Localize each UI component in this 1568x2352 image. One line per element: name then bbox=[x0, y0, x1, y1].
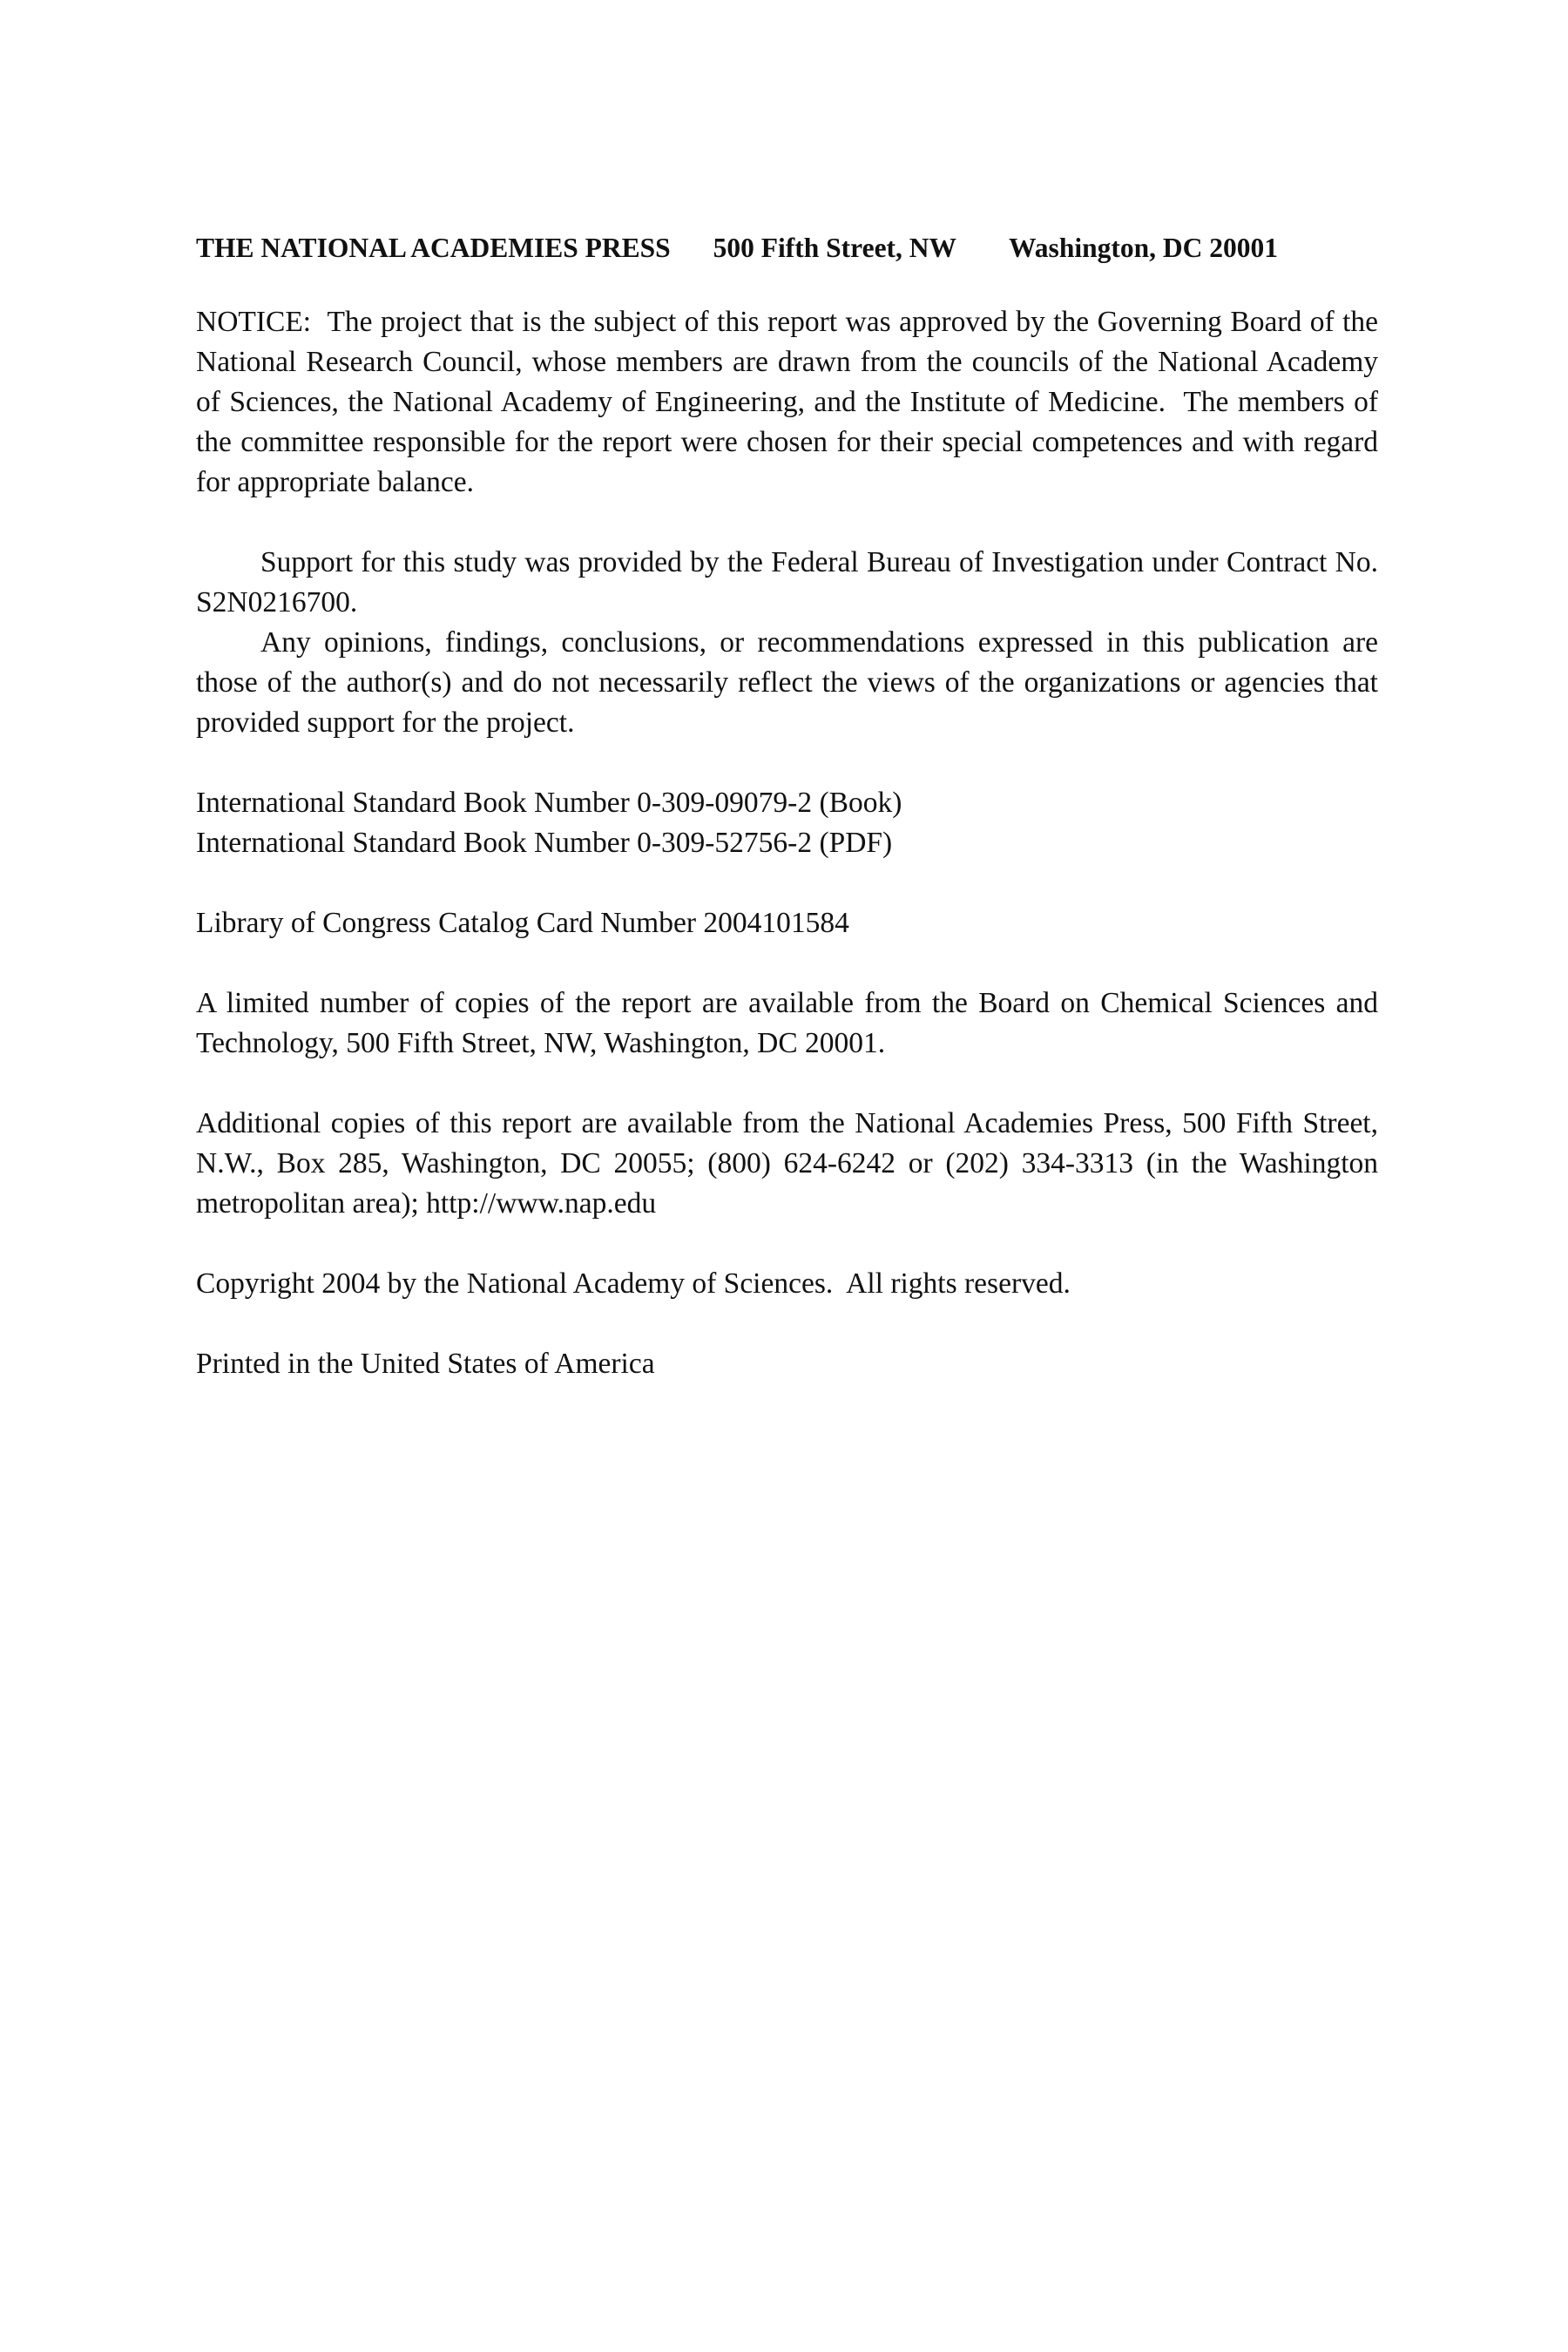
support-paragraph: Support for this study was provided by the Federal Bureau of Investigation under Contract No. S2N0216700. bbox=[196, 546, 1378, 618]
disclaimer-paragraph: Any opinions, findings, conclusions, or recommendations expressed in this publication are those of the author(s) and do not necessarily reflect the views of the organizations or agencies that provided support for the project. bbox=[196, 626, 1378, 739]
isbn-pdf: International Standard Book Number 0-309-52756-2 (PDF) bbox=[196, 827, 893, 859]
publisher-header bbox=[196, 228, 1378, 267]
publisher-city: Washington, DC 20001 bbox=[1009, 233, 1278, 263]
isbn-book: International Standard Book Number 0-309-09079-2 (Book) bbox=[196, 787, 902, 819]
copyright-page bbox=[196, 228, 1386, 1384]
copyright-line: Copyright 2004 by the National Academy of Sciences. All rights reserved. bbox=[196, 1267, 1071, 1300]
publisher-name: THE NATIONAL ACADEMIES PRESS bbox=[196, 233, 671, 263]
isbn-block bbox=[196, 783, 1378, 863]
limited-copies-paragraph: A limited number of copies of the report are available from the Board on Chemical Sciences and Technology, 500 Fifth Street, NW, Washington, DC 20001. bbox=[196, 987, 1378, 1059]
publisher-street: 500 Fifth Street, NW bbox=[713, 233, 957, 263]
additional-copies-paragraph: Additional copies of this report are available from the National Academies Press, 500 Fifth Street, N.W., Box 285, Washington, DC 20055; (800) 624-6242 or (202) 334-3313 (in the Washington metropolitan area); http://www.nap.edu bbox=[196, 1107, 1378, 1220]
notice-paragraph: NOTICE: The project that is the subject of this report was approved by the Governing Board of the National Research Council, whose members are drawn from the councils of the National Academy of Sciences, the National Academy of Engineering, and the Institute of Medicine. The members of the committee responsible for the report were chosen for their special competences and with regard for appropriate balance. bbox=[196, 306, 1386, 498]
printed-line: Printed in the United States of America bbox=[196, 1348, 655, 1380]
lccn-line: Library of Congress Catalog Card Number 2004101584 bbox=[196, 907, 849, 939]
